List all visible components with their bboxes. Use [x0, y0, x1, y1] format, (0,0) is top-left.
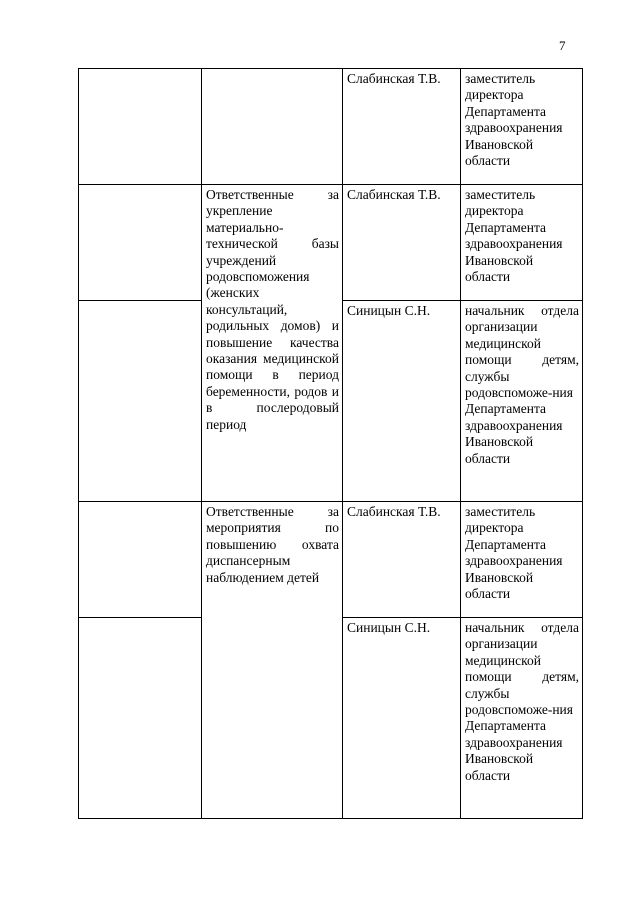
position-cell: заместитель директора Департамента здравоохранения Ивановской области: [461, 69, 583, 185]
position-cell: заместитель директора Департамента здравоохранения Ивановской области: [461, 185, 583, 301]
duty-cell: Ответственные за укрепление материально-технической базы учреждений родовспоможения (женских консультаций, родильных домов) и повышение качества оказания медицинской помощи в период беременности, родов и в послеродовый период: [202, 185, 343, 502]
page-number: 7: [559, 38, 566, 53]
empty-cell: [79, 69, 202, 185]
responsibility-table: [78, 68, 583, 819]
position-cell: начальник отдела организации медицинской помощи детям, службы родовспоможе-ния Департамента здравоохранения Ивановской области: [461, 618, 583, 819]
person-cell: Синицын С.Н.: [343, 301, 461, 502]
person-cell: Слабинская Т.В.: [343, 502, 461, 618]
person-cell: Слабинская Т.В.: [343, 69, 461, 185]
position-cell: начальник отдела организации медицинской помощи детям, службы родовспоможе-ния Департамента здравоохранения Ивановской области: [461, 301, 583, 502]
empty-cell: [79, 618, 202, 819]
person-cell: Синицын С.Н.: [343, 618, 461, 819]
table-row: [79, 69, 583, 185]
empty-cell: [79, 301, 202, 502]
table-row: [79, 502, 583, 618]
duty-cell: [202, 69, 343, 185]
duty-cell: Ответственные за мероприятия по повышению охвата диспансерным наблюдением детей: [202, 502, 343, 819]
empty-cell: [79, 185, 202, 301]
position-cell: заместитель директора Департамента здравоохранения Ивановской области: [461, 502, 583, 618]
person-cell: Слабинская Т.В.: [343, 185, 461, 301]
empty-cell: [79, 502, 202, 618]
table-row: [79, 185, 583, 301]
